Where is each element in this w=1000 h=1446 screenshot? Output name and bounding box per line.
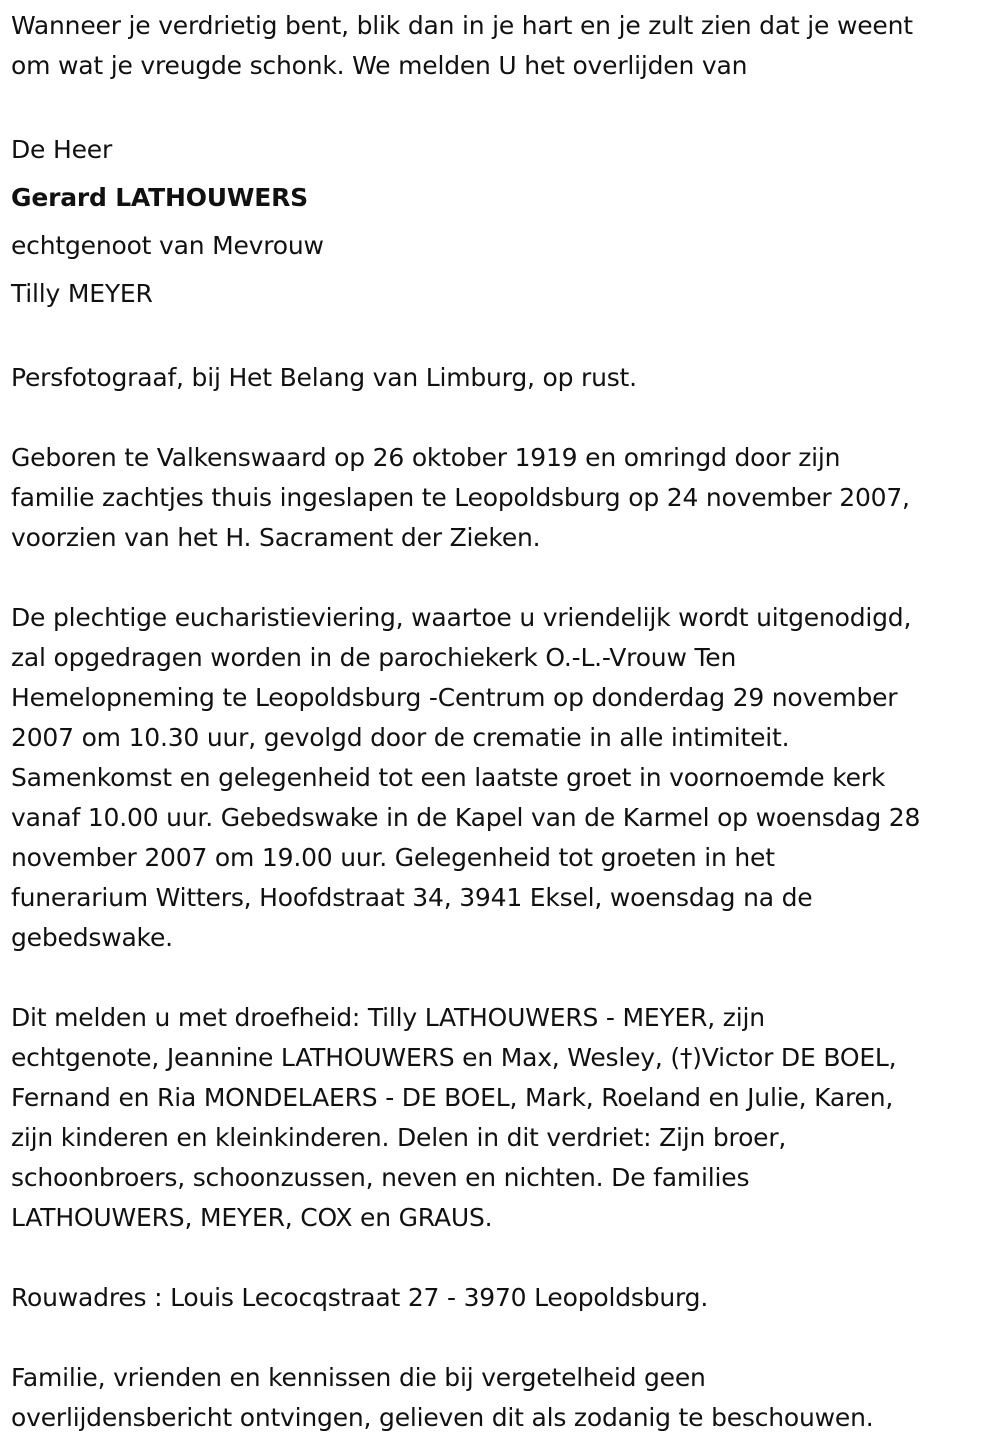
text-line: Persfotograaf, bij Het Belang van Limburg, op rust. [11,363,637,392]
ceremony-paragraph [11,598,996,958]
paragraph-spacer [11,318,996,358]
text-line: Samenkomst en gelegenheid tot een laatste groet in voornoemde kerk [11,763,886,792]
obituary-notice [11,6,996,1438]
text-line: Geboren te Valkenswaard op 26 oktober 1919 en omringd door zijn [11,443,841,472]
paragraph-spacer [11,86,996,126]
text-line: Fernand en Ria MONDELAERS - DE BOEL, Mark, Roeland en Julie, Karen, [11,1083,894,1112]
salutation: De Heer [11,135,113,164]
spouse-name: Tilly MEYER [11,279,153,308]
text-line: echtgenote, Jeannine LATHOUWERS en Max, Wesley, (†)Victor DE BOEL, [11,1043,897,1072]
paragraph-spacer [11,1238,996,1278]
mourning-address: Rouwadres : Louis Lecocqstraat 27 - 3970 Leopoldsburg. [11,1283,709,1312]
text-line: vanaf 10.00 uur. Gebedswake in de Kapel van de Karmel op woensdag 28 [11,803,921,832]
closing-paragraph [11,1358,996,1438]
relation-text: echtgenoot van Mevrouw [11,231,324,260]
text-line: zijn kinderen en kleinkinderen. Delen in dit verdriet: Zijn broer, [11,1123,787,1152]
deceased-name: Gerard LATHOUWERS [11,183,308,212]
text-line: familie zachtjes thuis ingeslapen te Leopoldsburg op 24 november 2007, [11,483,910,512]
address-paragraph [11,1278,996,1318]
text-line: overlijdensbericht ontvingen, gelieven dit als zodanig te beschouwen. [11,1403,874,1432]
profession-paragraph [11,358,996,398]
text-line: zal opgedragen worden in de parochiekerk O.-L.-Vrouw Ten [11,643,737,672]
text-line: Familie, vrienden en kennissen die bij vergetelheid geen [11,1363,706,1392]
text-line: 2007 om 10.30 uur, gevolgd door de crematie in alle intimiteit. [11,723,790,752]
text-line: De plechtige eucharistieviering, waartoe u vriendelijk wordt uitgenodigd, [11,603,912,632]
family-paragraph [11,998,996,1238]
paragraph-spacer [11,558,996,598]
text-line: schoonbroers, schoonzussen, neven en nichten. De families [11,1163,750,1192]
text-line: om wat je vreugde schonk. We melden U het overlijden van [11,51,748,80]
text-line: Hemelopneming te Leopoldsburg -Centrum op donderdag 29 november [11,683,898,712]
text-line: LATHOUWERS, MEYER, COX en GRAUS. [11,1203,493,1232]
deceased-block [11,126,996,318]
intro-paragraph [11,6,996,86]
text-line: funerarium Witters, Hoofdstraat 34, 3941 Eksel, woensdag na de [11,883,813,912]
text-line: gebedswake. [11,923,173,952]
birth-death-paragraph [11,438,996,558]
paragraph-spacer [11,958,996,998]
text-line: Dit melden u met droefheid: Tilly LATHOUWERS - MEYER, zijn [11,1003,765,1032]
text-line: november 2007 om 19.00 uur. Gelegenheid tot groeten in het [11,843,775,872]
text-line: voorzien van het H. Sacrament der Zieken. [11,523,541,552]
paragraph-spacer [11,398,996,438]
text-line: Wanneer je verdrietig bent, blik dan in je hart en je zult zien dat je weent [11,11,913,40]
paragraph-spacer [11,1318,996,1358]
